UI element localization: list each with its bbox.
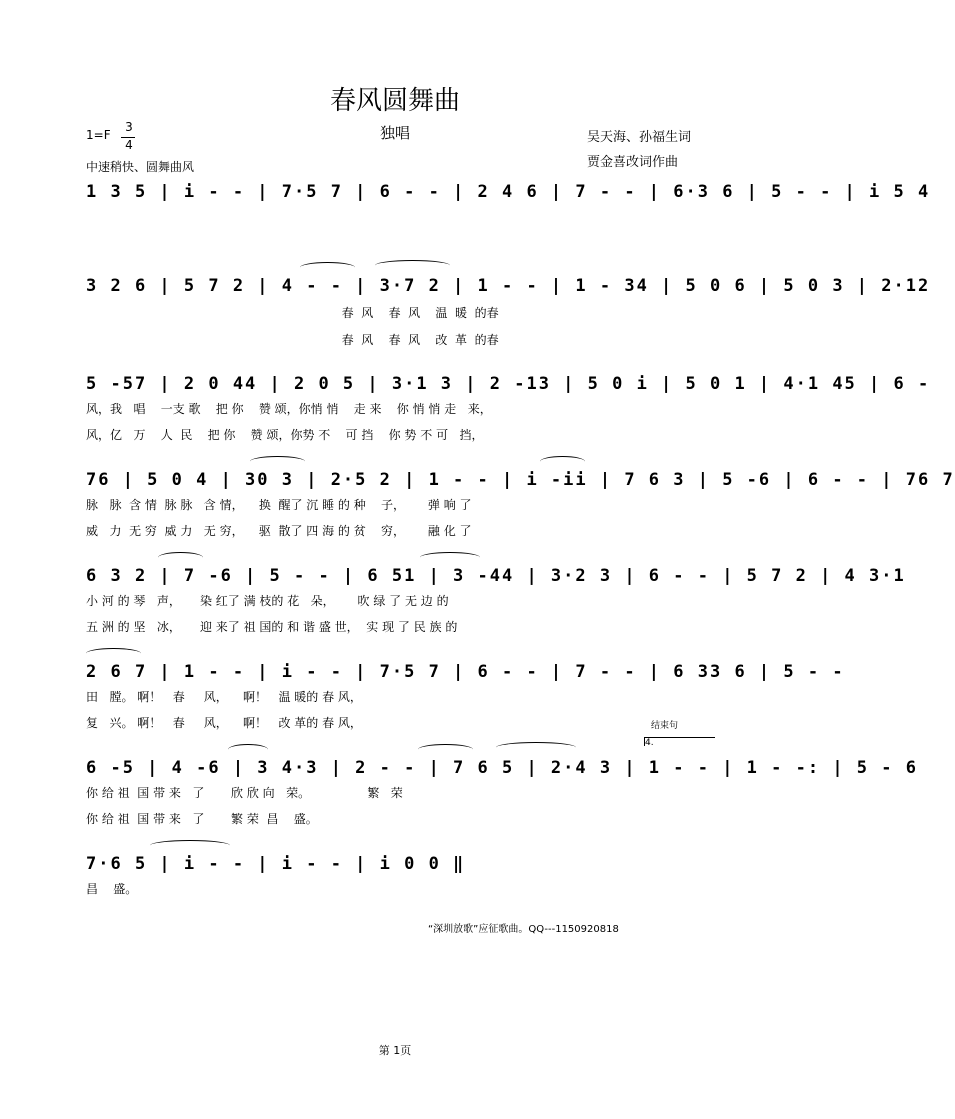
lyric-verse-2: 你 给 祖 国 带 来 了 繁 荣 昌 盛。: [86, 812, 318, 826]
notation-line-3: [0, 374, 931, 442]
ending-marker: 结束句: [651, 721, 679, 731]
notes: 5 -57 | 2 0 44 | 2 0 5 | 3·1 3 | 2 -13 | 5 0 i | 5 0 1 | 4·1 45 | 6 -: [86, 374, 931, 394]
slur: [158, 552, 203, 563]
lyric-verse-2: 复 兴。 啊！ 春 风， 啊！ 改 革的 春 风，: [86, 716, 362, 730]
slur: [250, 456, 305, 467]
song-title: 春风圆舞曲: [329, 86, 460, 116]
tempo-marking: 中速稍快、圆舞曲风: [86, 160, 195, 174]
page-number: 第 1页: [378, 1044, 412, 1057]
notes: 7·6 5 | i - - | i - - | i 0 0 ‖: [86, 854, 466, 874]
slur: [228, 744, 268, 755]
footer-note: “深圳放歌”应征歌曲。QQ---1150920818: [428, 924, 619, 935]
slur: [150, 840, 230, 851]
slur: [86, 648, 141, 659]
key-signature: 1=F: [86, 128, 111, 142]
notation-line-4: [0, 470, 955, 538]
notation-line-2: [0, 276, 931, 347]
lyric-verse-1: 脉 脉 含 情 脉 脉 含 情， 换 醒了 沉 睡 的 种 子， 弹 响 了: [86, 498, 472, 512]
notes: 3 2 6 | 5 7 2 | 4 - - | 3·7 2 | 1 - - | 1 - 34 | 5 0 6 | 5 0 3 | 2·12: [86, 276, 931, 296]
meter-bottom: 4: [125, 138, 133, 152]
lyric-verse-1: 昌 盛。: [86, 882, 138, 896]
lyricist-credit: 吴天海、孙福生词: [587, 130, 692, 145]
notes: 76 | 5 0 4 | 30 3 | 2·5 2 | 1 - - | i -ii | 7 6 3 | 5 -6 | 6 - - | 76 7: [86, 470, 955, 490]
slur: [300, 262, 355, 273]
volta-label: 4.: [645, 738, 654, 748]
lyric-verse-2: 五 洲 的 坚 冰， 迎 来了 祖 国的 和 谐 盛 世， 实 现 了 民 族 的: [86, 620, 458, 634]
notation-line-8: [0, 854, 790, 896]
lyric-verse-1: 风，我 唱 一支 歌 把 你 赞 颂，你悄 悄 走 来 你 悄 悄 走 来，: [86, 402, 492, 416]
notes: 1 3 5 | i - - | 7·5 7 | 6 - - | 2 4 6 | 7 - - | 6·3 6 | 5 - - | i 5 4: [86, 182, 931, 202]
notation-line-5: [0, 566, 906, 634]
notes: 2 6 7 | 1 - - | i - - | 7·5 7 | 6 - - | 7 - - | 6 33 6 | 5 - -: [86, 662, 845, 682]
slur: [496, 742, 576, 753]
lyric-verse-1: 田 膛。 啊！ 春 风， 啊！ 温 暖的 春 风，: [86, 690, 362, 704]
lyric-verse-1: 你 给 祖 国 带 来 了 欣 欣 向 荣。 繁 荣: [86, 786, 403, 800]
slur: [540, 456, 585, 467]
lyric-verse-2: 春 风 春 风 改 革 的春: [86, 333, 499, 347]
slur: [418, 744, 473, 755]
notes: 6 -5 | 4 -6 | 3 4·3 | 2 - - | 7 6 5 | 2·4 3 | 1 - - | 1 - -: | 5 - 6: [86, 758, 918, 778]
lyric-verse-2: 威 力 无 穷 威 力 无 穷， 驱 散了 四 海 的 贫 穷， 融 化 了: [86, 524, 472, 538]
slur: [375, 260, 450, 271]
notation-line-1: [0, 182, 931, 204]
composer-credit: 贾金喜改词作曲: [587, 155, 679, 170]
song-subtitle: 独唱: [379, 124, 410, 142]
volta-bracket: [644, 737, 715, 746]
lyric-verse-2: 风，亿 万 人 民 把 你 赞 颂，你势 不 可 挡 你 势 不 可 挡，: [86, 428, 484, 442]
slur: [420, 552, 480, 563]
lyric-verse-1: 小 河 的 琴 声， 染 红了 满 枝的 花 朵， 吹 绿 了 无 边 的: [86, 594, 449, 608]
meter-top: 3: [125, 120, 133, 134]
lyric-verse-1: 春 风 春 风 温 暖 的春: [86, 306, 499, 320]
notes: 6 3 2 | 7 -6 | 5 - - | 6 51 | 3 -44 | 3·2 3 | 6 - - | 5 7 2 | 4 3·1: [86, 566, 906, 586]
notation-line-7: [0, 758, 918, 826]
